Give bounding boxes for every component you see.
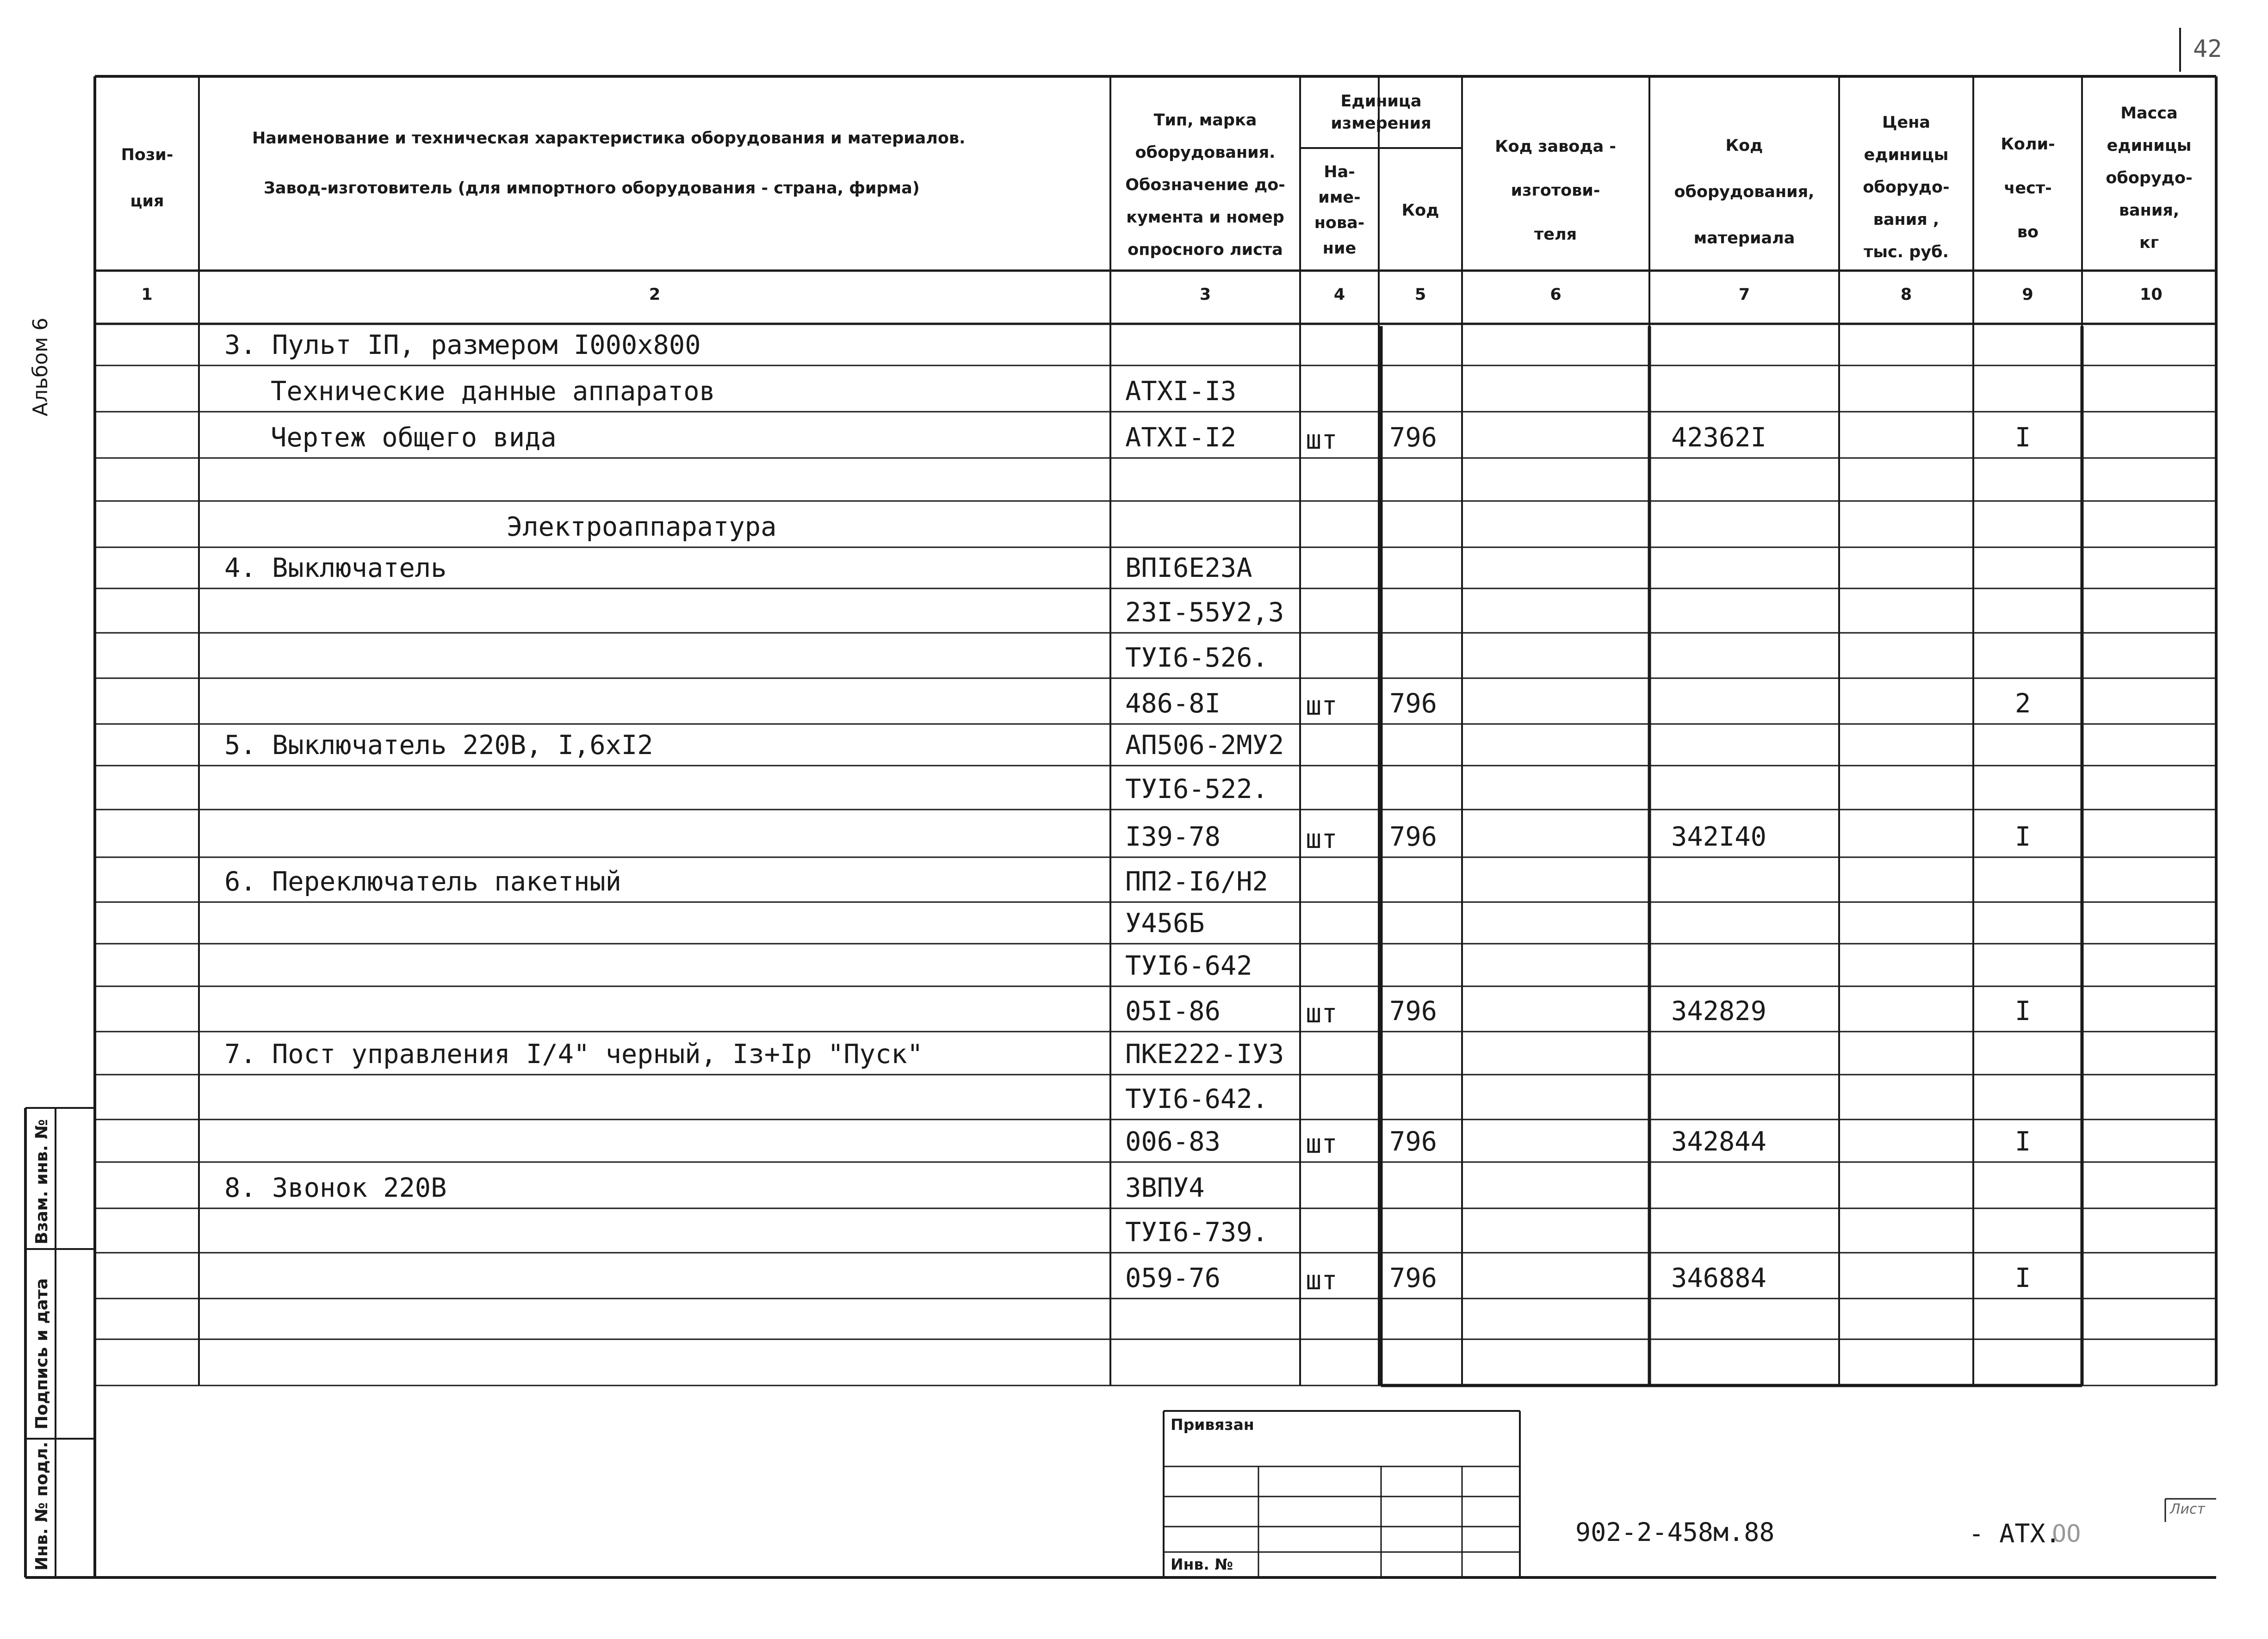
header-position: Пози- ция (121, 146, 174, 210)
item-quantity: I (2015, 422, 2031, 453)
header-manufacturer-code: Код завода - изготови- теля (1495, 137, 1616, 244)
item-type: 006-83 (1125, 1126, 1221, 1157)
header-equipment-code: Код оборудования, материала (1674, 136, 1815, 247)
item-quantity: I (2015, 1263, 2031, 1293)
item-unit-code: 796 (1389, 422, 1437, 453)
item-unit-code: 796 (1389, 1263, 1437, 1293)
item-equipment-code: 346884 (1671, 1263, 1766, 1293)
item-equipment-code: 42362I (1671, 422, 1766, 453)
item-quantity: I (2015, 996, 2031, 1027)
header-name-line2: Завод-изготовитель (для импортного оборудования - страна, фирма) (264, 179, 920, 198)
column-number: 9 (2022, 285, 2033, 304)
column-number: 10 (2140, 285, 2163, 304)
item-type: АТХI-I3 (1125, 376, 1237, 407)
document-code: 902-2-458м.88 (1575, 1517, 1775, 1547)
item-type: У456Б (1125, 908, 1205, 939)
column-number: 6 (1550, 285, 1562, 304)
item-name: 8. Звонок 220В (224, 1173, 447, 1203)
item-type: АП506-2МУ2 (1125, 730, 1284, 761)
item-type: ТУI6-642 (1125, 951, 1252, 981)
header-name-line1: Наименование и техническая характеристика оборудования и материалов. (252, 129, 966, 148)
item-type: 05I-86 (1125, 996, 1221, 1027)
item-type: ТУI6-739. (1125, 1217, 1268, 1248)
side-label-vzam: Взам. инв. № (32, 1119, 51, 1244)
stamp-inv-no: Инв. № (1171, 1555, 1233, 1573)
item-unit-code: 796 (1389, 1126, 1437, 1157)
item-equipment-code: 342844 (1671, 1126, 1766, 1157)
item-type: ТУI6-526. (1125, 643, 1268, 673)
column-number: 3 (1199, 285, 1211, 304)
item-unit: шт (1306, 1129, 1338, 1159)
item-name: 3. Пульт IП, размером I000x800 (224, 330, 701, 360)
side-label-inv-podl: Инв. № подл. (32, 1441, 51, 1571)
item-unit: шт (1306, 998, 1338, 1029)
header-quantity: Коли- чест- во (2001, 135, 2055, 241)
column-number: 4 (1333, 285, 1345, 304)
header-unit-group: Единица измерения (1331, 92, 1431, 133)
item-unit-code: 796 (1389, 996, 1437, 1027)
page-number: 42 (2193, 35, 2222, 63)
item-unit: шт (1306, 1265, 1338, 1296)
item-name: 7. Пост управления I/4" черный, Iз+Iр "Пуск" (224, 1039, 923, 1070)
item-type: ВПI6Е23А (1125, 553, 1252, 583)
header-type: Тип, марка оборудования. Обозначение до- кумента и номер опросного листа (1125, 111, 1285, 259)
item-equipment-code: 342829 (1671, 996, 1766, 1027)
item-unit: шт (1306, 691, 1338, 721)
item-type: 486-8I (1125, 688, 1221, 719)
column-number: 1 (141, 285, 153, 304)
stamp-privyazan: Привязан (1171, 1416, 1254, 1434)
item-name: Чертеж общего вида (271, 422, 557, 453)
item-type: ПП2-I6/Н2 (1125, 866, 1268, 897)
column-number: 2 (649, 285, 661, 304)
item-name: Технические данные аппаратов (271, 376, 715, 407)
item-type: ЗВПУ4 (1125, 1173, 1205, 1203)
item-unit-code: 796 (1389, 822, 1437, 852)
column-number: 7 (1738, 285, 1750, 304)
header-mass: Масса единицы оборудо- вания, кг (2106, 104, 2193, 252)
album-label: Альбом 6 (29, 317, 52, 416)
item-type: ТУI6-642. (1125, 1084, 1268, 1114)
sheet-label: Лист (2170, 1501, 2206, 1517)
item-type: I39-78 (1125, 822, 1221, 852)
item-equipment-code: 342I40 (1671, 822, 1766, 852)
document-mark: - АТХ. (1969, 1519, 2061, 1548)
header-unit-name: На- име- нова- ние (1314, 163, 1365, 258)
item-quantity: I (2015, 822, 2031, 852)
document-mark-tail: ОО (2052, 1520, 2081, 1548)
item-name: 4. Выключатель (224, 553, 447, 583)
item-type: 23I-55У2,3 (1125, 597, 1284, 628)
item-name: 6. Переключатель пакетный (224, 866, 621, 897)
item-unit: шт (1306, 824, 1338, 854)
header-unit-code: Код (1401, 201, 1439, 220)
item-unit-code: 796 (1389, 688, 1437, 719)
section-heading: Электроаппаратура (507, 512, 777, 542)
side-label-podpis: Подпись и дата (32, 1278, 51, 1429)
item-type: ТУI6-522. (1125, 774, 1268, 804)
item-type: 059-76 (1125, 1263, 1221, 1293)
item-quantity: 2 (2015, 688, 2031, 719)
item-name: 5. Выключатель 220В, I,6хI2 (224, 730, 653, 761)
item-type: АТХI-I2 (1125, 422, 1237, 453)
item-type: ПКЕ222-IУЗ (1125, 1039, 1284, 1070)
column-number: 5 (1414, 285, 1426, 304)
item-quantity: I (2015, 1126, 2031, 1157)
item-unit: шт (1306, 425, 1338, 455)
column-number: 8 (1900, 285, 1912, 304)
header-price: Цена единицы оборудо- вания , тыс. руб. (1863, 113, 1950, 261)
